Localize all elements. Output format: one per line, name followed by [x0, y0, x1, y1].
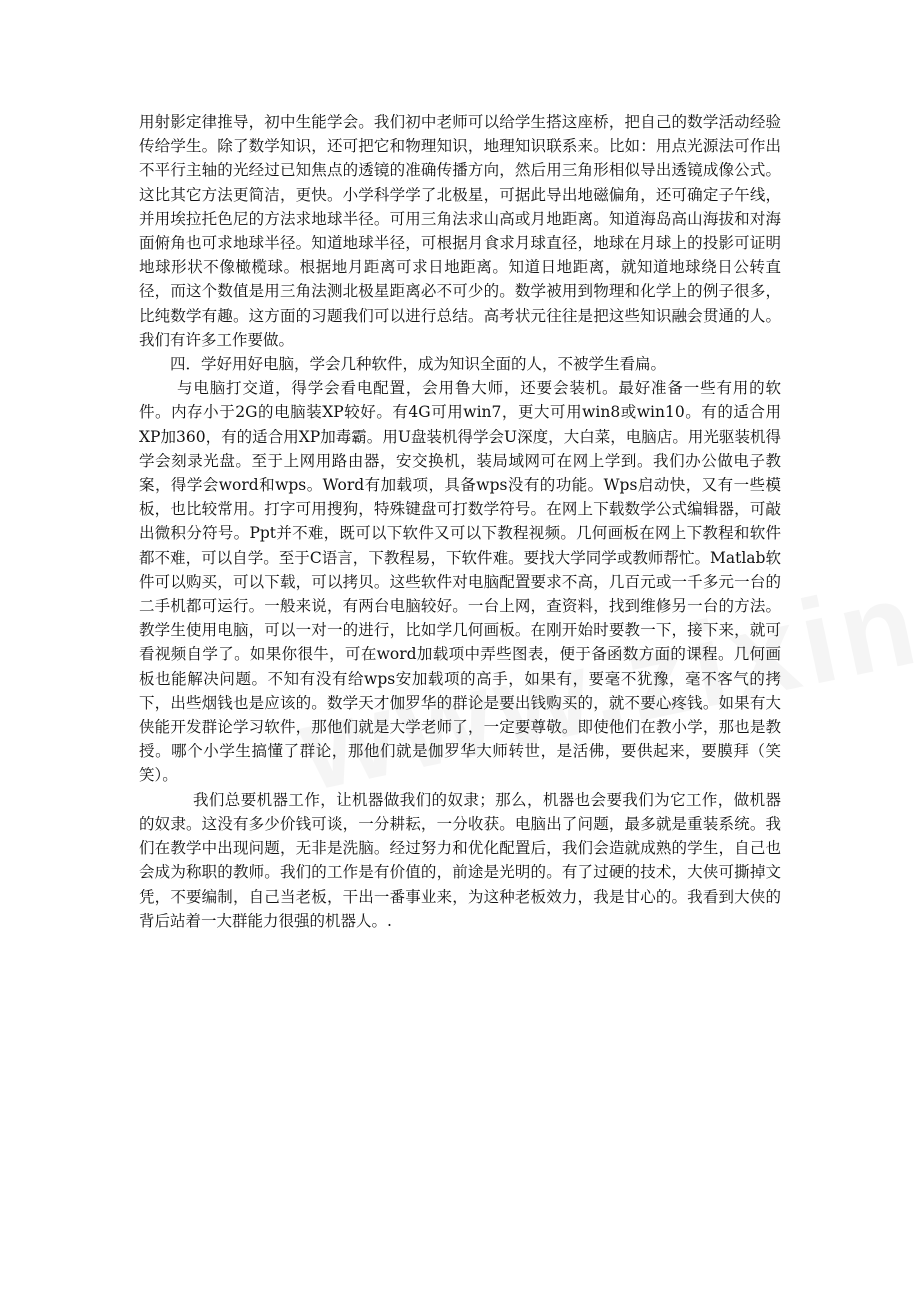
paragraph-continuation: 用射影定律推导，初中生能学会。我们初中老师可以给学生搭这座桥，把自己的数学活动经验传给学生。除了数学知识，还可把它和物理知识，地理知识联系来。比如：用点光源法可作出不平行主轴的光经过已知焦点的透镜的准确传播方向，然后用三角形相似导出透镜成像公式。这比其它方法更简洁，更快。小学科学学了北极星，可据此导出地磁偏角，还可确定子午线，并用埃拉托色尼的方法求地球半径。可用三角法求山高或月地距离。知道海岛高山海拔和对海面俯角也可求地球半径。知道地球半径，可根据月食求月球直径，地球在月球上的投影可证明地球形状不像橄榄球。根据地月距离可求日地距离。知道日地距离，就知道地球绕日公转直径，而这个数值是用三角法测北极星距离必不可少的。数学被用到物理和化学上的例子很多，比纯数学有趣。这方面的习题我们可以进行总结。高考状元往往是把这些知识融会贯通的人。我们有许多工作要做。 — [139, 113, 781, 349]
section-heading: 四．学好用好电脑，学会几种软件，成为知识全面的人，不被学生看扁。 — [170, 355, 667, 374]
paragraph-computer-skills: 与电脑打交道，得学会看电配置，会用鲁大师，还要会装机。最好准备一些有用的软件。内存小于2G的电脑装XP较好。有4G可用win7，更大可用win8或win10。有的适合用XP加360，有的适合用XP加毒霸。用U盘装机得学会U深度，大白菜，电脑店。用光驱装机得学会刻录光盘。至于上网用路由器，安交换机，装局域网可在网上学到。我们办公做电子教案，得学会word和wps。Word有加载项，具备wps没有的功能。Wps启动快，又有一些模板，也比较常用。打字可用搜狗，特殊键盘可打数学符号。在网上下载数学公式编辑器，可敲出微积分符号。Ppt并不难，既可以下软件又可以下教程视频。几何画板在网上下教程和软件都不难，可以自学。至于C语言，下教程易，下软件难。要找大学同学或教师帮忙。Matlab软件可以购买，可以下载，可以拷贝。这些软件对电脑配置要求不高，几百元或一千多元一台的二手机都可运行。一般来说，有两台电脑较好。一台上网，查资料，找到维修另一台的方法。教学生使用电脑，可以一对一的进行，比如学几何画板。在刚开始时要教一下，接下来，就可看视频自学了。如果你很牛，可在word加载项中弄些图表，便于备函数方面的课程。几何画板也能解决问题。不知有没有给wps安加载项的高手，如果有，要毫不犹豫，毫不客气的拷下，出些烟钱也是应该的。数学天才伽罗华的群论是要出钱购买的，就不要心疼钱。如果有大侠能开发群论学习软件，那他们就是大学老师了，一定要尊敬。即使他们在教小学，那也是教授。哪个小学生搞懂了群论，那他们就是伽罗华大师转世，是活佛，要供起来，要膜拜（笑笑）。 — [139, 379, 781, 785]
paragraph-conclusion: 我们总要机器工作，让机器做我们的奴隶；那么，机器也会要我们为它工作，做机器的奴隶。这没有多少价钱可谈，一分耕耘，一分收获。电脑出了问题，最多就是重装系统。我们在教学中出现问题，无非是洗脑。经过努力和优化配置后，我们会造就成熟的学生，自己也会成为称职的教师。我们的工作是有价值的，前途是光明的。有了过硬的技术，大侠可撕掉文凭，不要编制，自己当老板，干出一番事业来，为这种老板效力，我是甘心的。我看到大侠的背后站着一大群能力很强的机器人。. — [139, 790, 781, 930]
document-body — [139, 110, 781, 933]
